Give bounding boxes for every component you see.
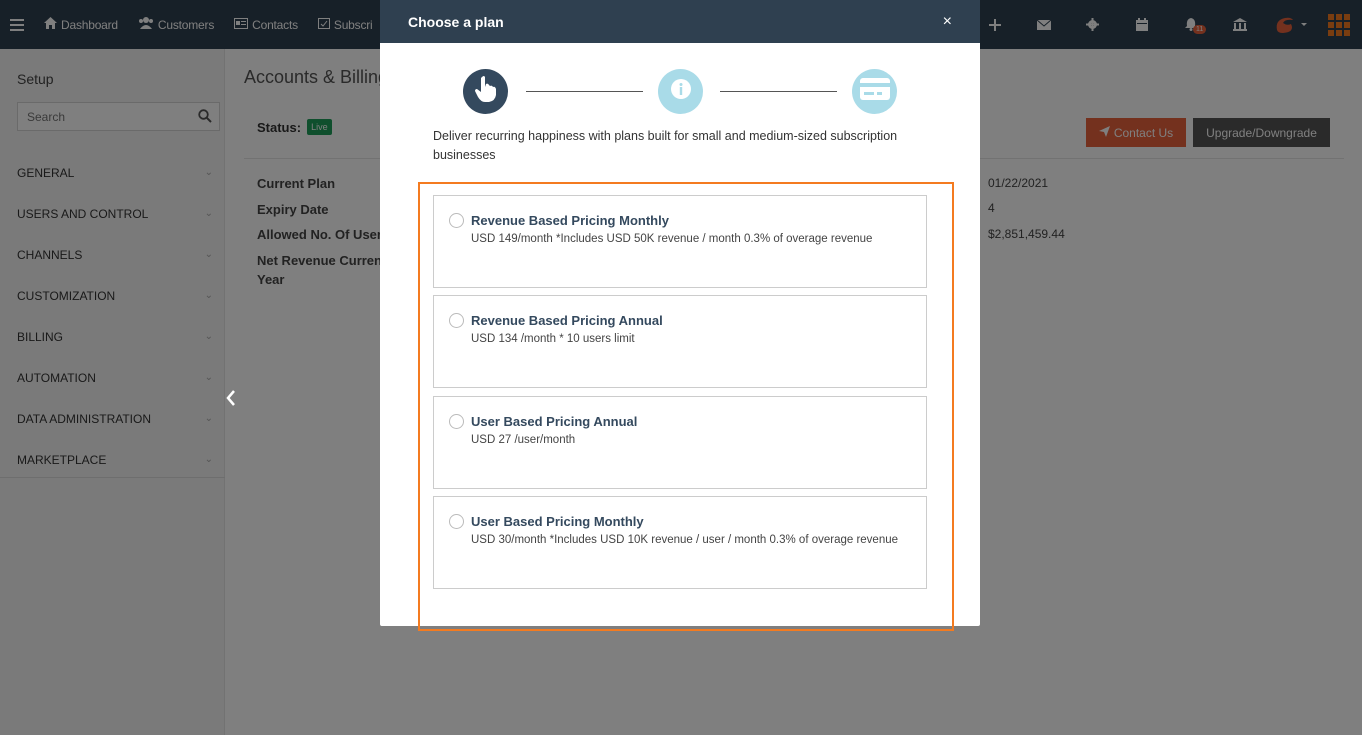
pointer-hand-icon (473, 75, 499, 108)
plan-option-user-monthly[interactable] (433, 496, 927, 589)
step-choose-plan[interactable] (463, 69, 508, 114)
plan-description: USD 134 /month * 10 users limit (471, 333, 635, 345)
close-icon[interactable]: × (942, 12, 952, 30)
plan-radio[interactable] (449, 313, 464, 328)
plan-radio[interactable] (449, 213, 464, 228)
plan-option-user-annual[interactable] (433, 396, 927, 489)
plan-name: User Based Pricing Monthly (471, 514, 644, 529)
chevron-left-icon[interactable] (226, 390, 236, 411)
step-connector (720, 91, 837, 92)
credit-card-icon (860, 78, 890, 105)
plan-option-revenue-monthly[interactable] (433, 195, 927, 288)
plan-description: USD 27 /user/month (471, 434, 576, 446)
modal-header (380, 0, 980, 43)
plan-radio[interactable] (449, 414, 464, 429)
step-connector (526, 91, 643, 92)
plan-name: Revenue Based Pricing Monthly (471, 213, 669, 228)
step-details[interactable] (658, 69, 703, 114)
plan-name: Revenue Based Pricing Annual (471, 313, 663, 328)
step-payment[interactable] (852, 69, 897, 114)
plan-option-revenue-annual[interactable] (433, 295, 927, 388)
plan-radio[interactable] (449, 514, 464, 529)
plan-name: User Based Pricing Annual (471, 414, 638, 429)
plan-stepper (463, 69, 898, 114)
info-icon (670, 78, 692, 105)
plan-description: USD 30/month *Includes USD 10K revenue / user / month 0.3% of overage revenue (471, 534, 899, 546)
plan-description: USD 149/month *Includes USD 50K revenue / month 0.3% of overage revenue (471, 233, 873, 245)
modal-title: Choose a plan (408, 13, 504, 30)
modal-description: Deliver recurring happiness with plans built for small and medium-sized subscription businesses (433, 129, 898, 162)
